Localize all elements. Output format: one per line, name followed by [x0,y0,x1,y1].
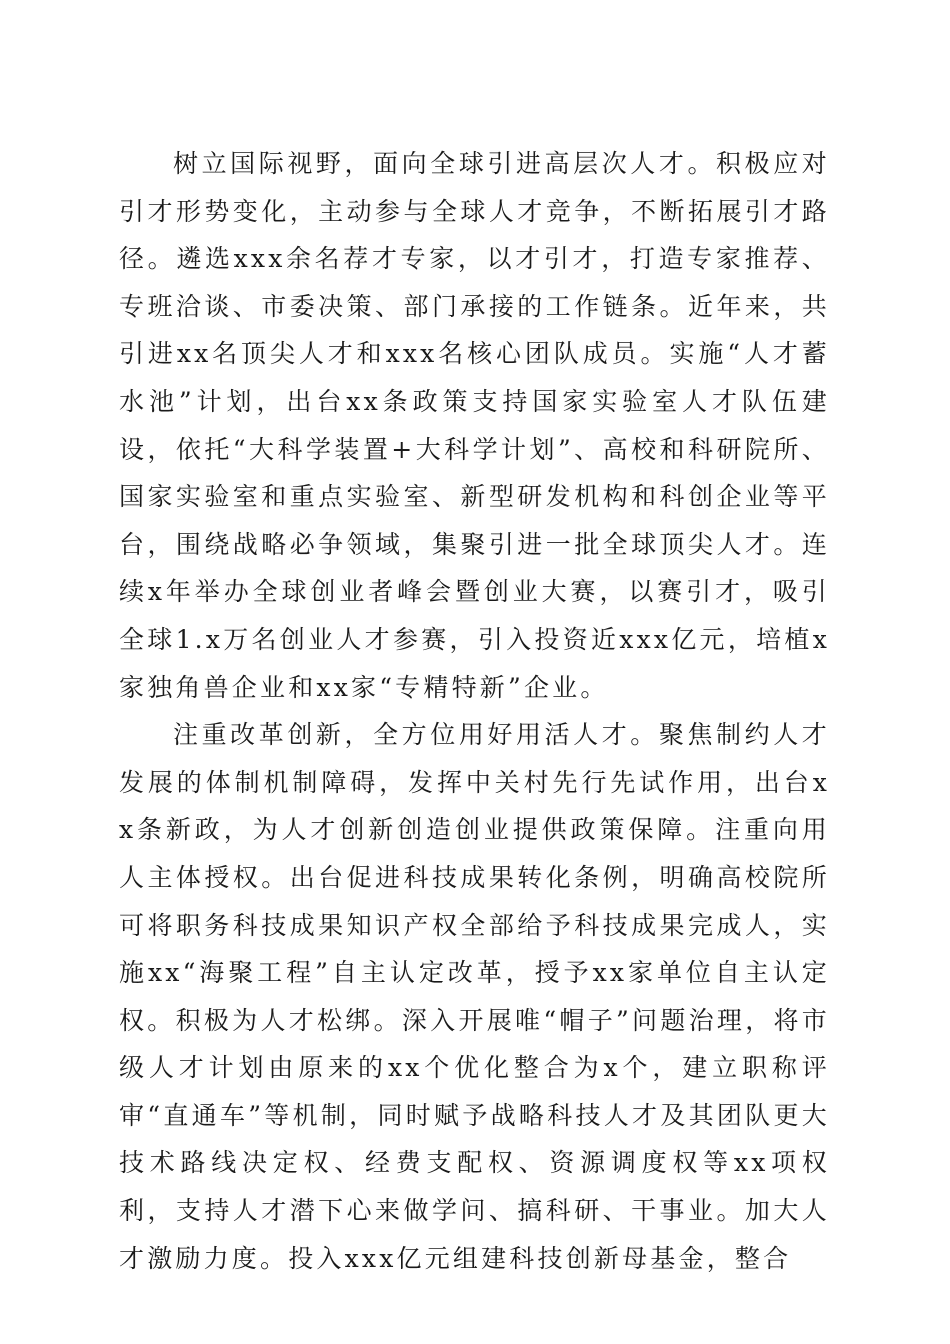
document-body [119,140,830,1282]
paragraph-global-talent: 树立国际视野，面向全球引进高层次人才。积极应对引才形势变化，主动参与全球人才竞争，不断拓展引才路径。遴选xxx余名荐才专家，以才引才，打造专家推荐、专班洽谈、市委决策、部门承接的工作链条。近年来，共引进xx名顶尖人才和xxx名核心团队成员。实施“人才蓄水池”计划，出台xx条政策支持国家实验室人才队伍建设，依托“大科学装置+大科学计划”、高校和科研院所、国家实验室和重点实验室、新型研发机构和科创企业等平台，围绕战略必争领域，集聚引进一批全球顶尖人才。连续x年举办全球创业者峰会暨创业大赛，以赛引才，吸引全球1.x万名创业人才参赛，引入投资近xxx亿元，培植x家独角兽企业和xx家“专精特新”企业。 [119,149,830,702]
paragraph-reform-innovation: 注重改革创新，全方位用好用活人才。聚焦制约人才发展的体制机制障碍，发挥中关村先行先试作用，出台xx条新政，为人才创新创造创业提供政策保障。注重向用人主体授权。出台促进科技成果转化条例，明确高校院所可将职务科技成果知识产权全部给予科技成果完成人，实施xx“海聚工程”自主认定改革，授予xx家单位自主认定权。积极为人才松绑。深入开展唯“帽子”问题治理，将市级人才计划由原来的xx个优化整合为x个，建立职称评审“直通车”等机制，同时赋予战略科技人才及其团队更大技术路线决定权、经费支配权、资源调度权等xx项权利，支持人才潜下心来做学问、搞科研、干事业。加大人才激励力度。投入xxx亿元组建科技创新母基金，整合 [119,720,830,1273]
